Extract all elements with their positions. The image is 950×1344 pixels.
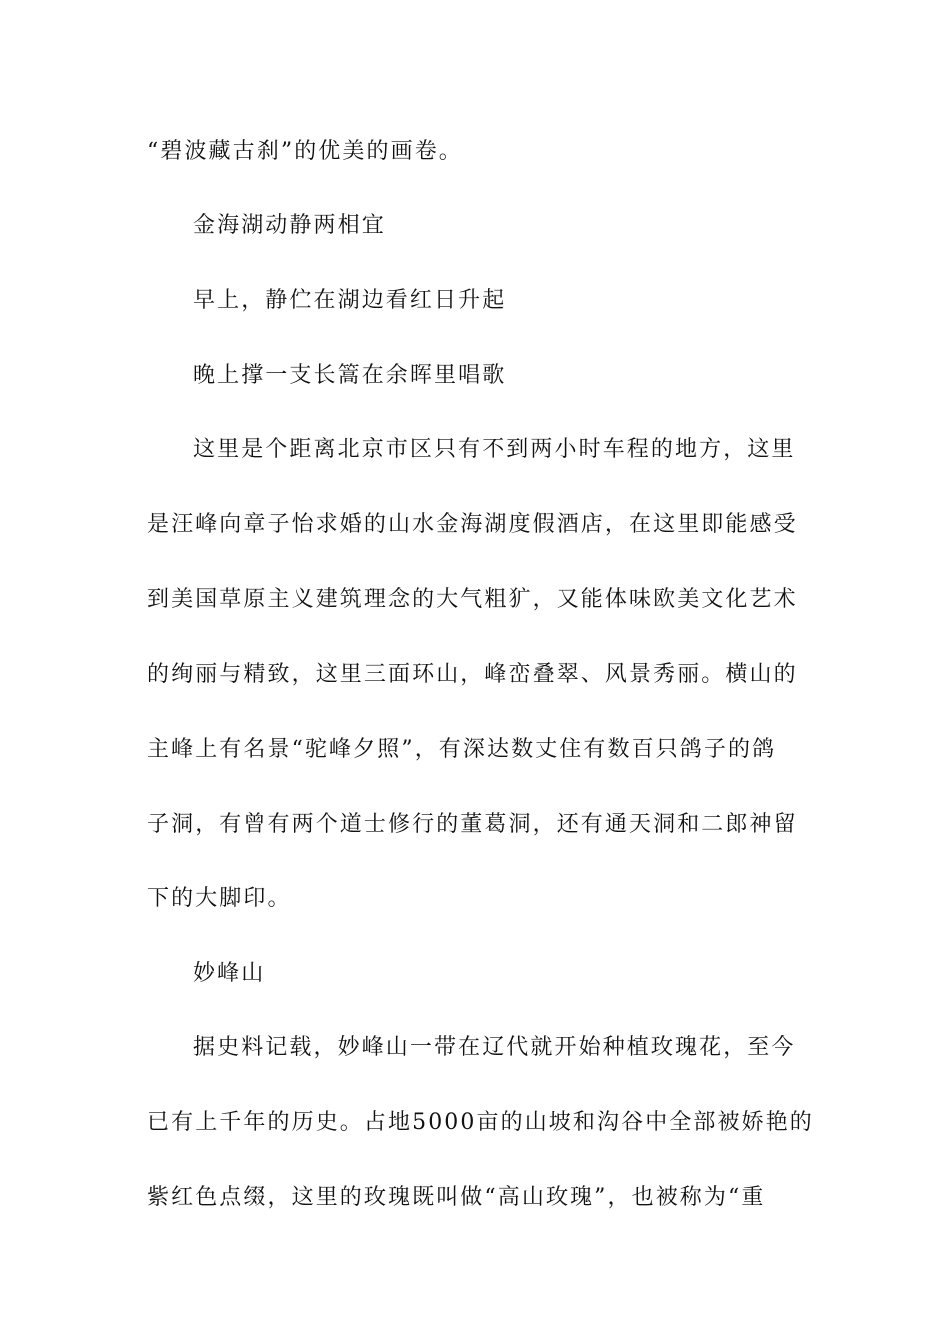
paragraph-line: 紫红色点缀，这里的玫瑰既叫做“高山玫瑰”，也被称为“重 xyxy=(147,1185,766,1210)
heading-line: 妙峰山 xyxy=(193,961,266,986)
paragraph-line: 下的大脚印。 xyxy=(147,886,292,911)
text-line: “碧波藏古刹”的优美的画卷。 xyxy=(147,139,463,164)
paragraph-line: 的绚丽与精致，这里三面环山，峰峦叠翠、风景秀丽。横山的 xyxy=(147,662,798,687)
heading-line: 金海湖动静两相宜 xyxy=(193,213,386,238)
paragraph-line: 是汪峰向章子怡求婚的山水金海湖度假酒店，在这里即能感受 xyxy=(147,512,798,537)
paragraph-line: 已有上千年的历史。占地5000亩的山坡和沟谷中全部被娇艳的 xyxy=(147,1110,814,1135)
paragraph-line: 到美国草原主义建筑理念的大气粗犷，又能体味欧美文化艺术 xyxy=(147,587,798,612)
paragraph-line: 子洞，有曾有两个道士修行的董葛洞，还有通天洞和二郎神留 xyxy=(147,812,798,837)
text-line: 晚上撑一支长篙在余晖里唱歌 xyxy=(193,363,507,388)
paragraph-line: 这里是个距离北京市区只有不到两小时车程的地方，这里 xyxy=(193,437,796,462)
paragraph-line: 主峰上有名景“驼峰夕照”，有深达数丈住有数百只鸽子的鸽 xyxy=(147,737,777,762)
paragraph-line: 据史料记载，妙峰山一带在辽代就开始种植玫瑰花，至今 xyxy=(193,1035,796,1060)
text-line: 早上，静伫在湖边看红日升起 xyxy=(193,288,507,313)
